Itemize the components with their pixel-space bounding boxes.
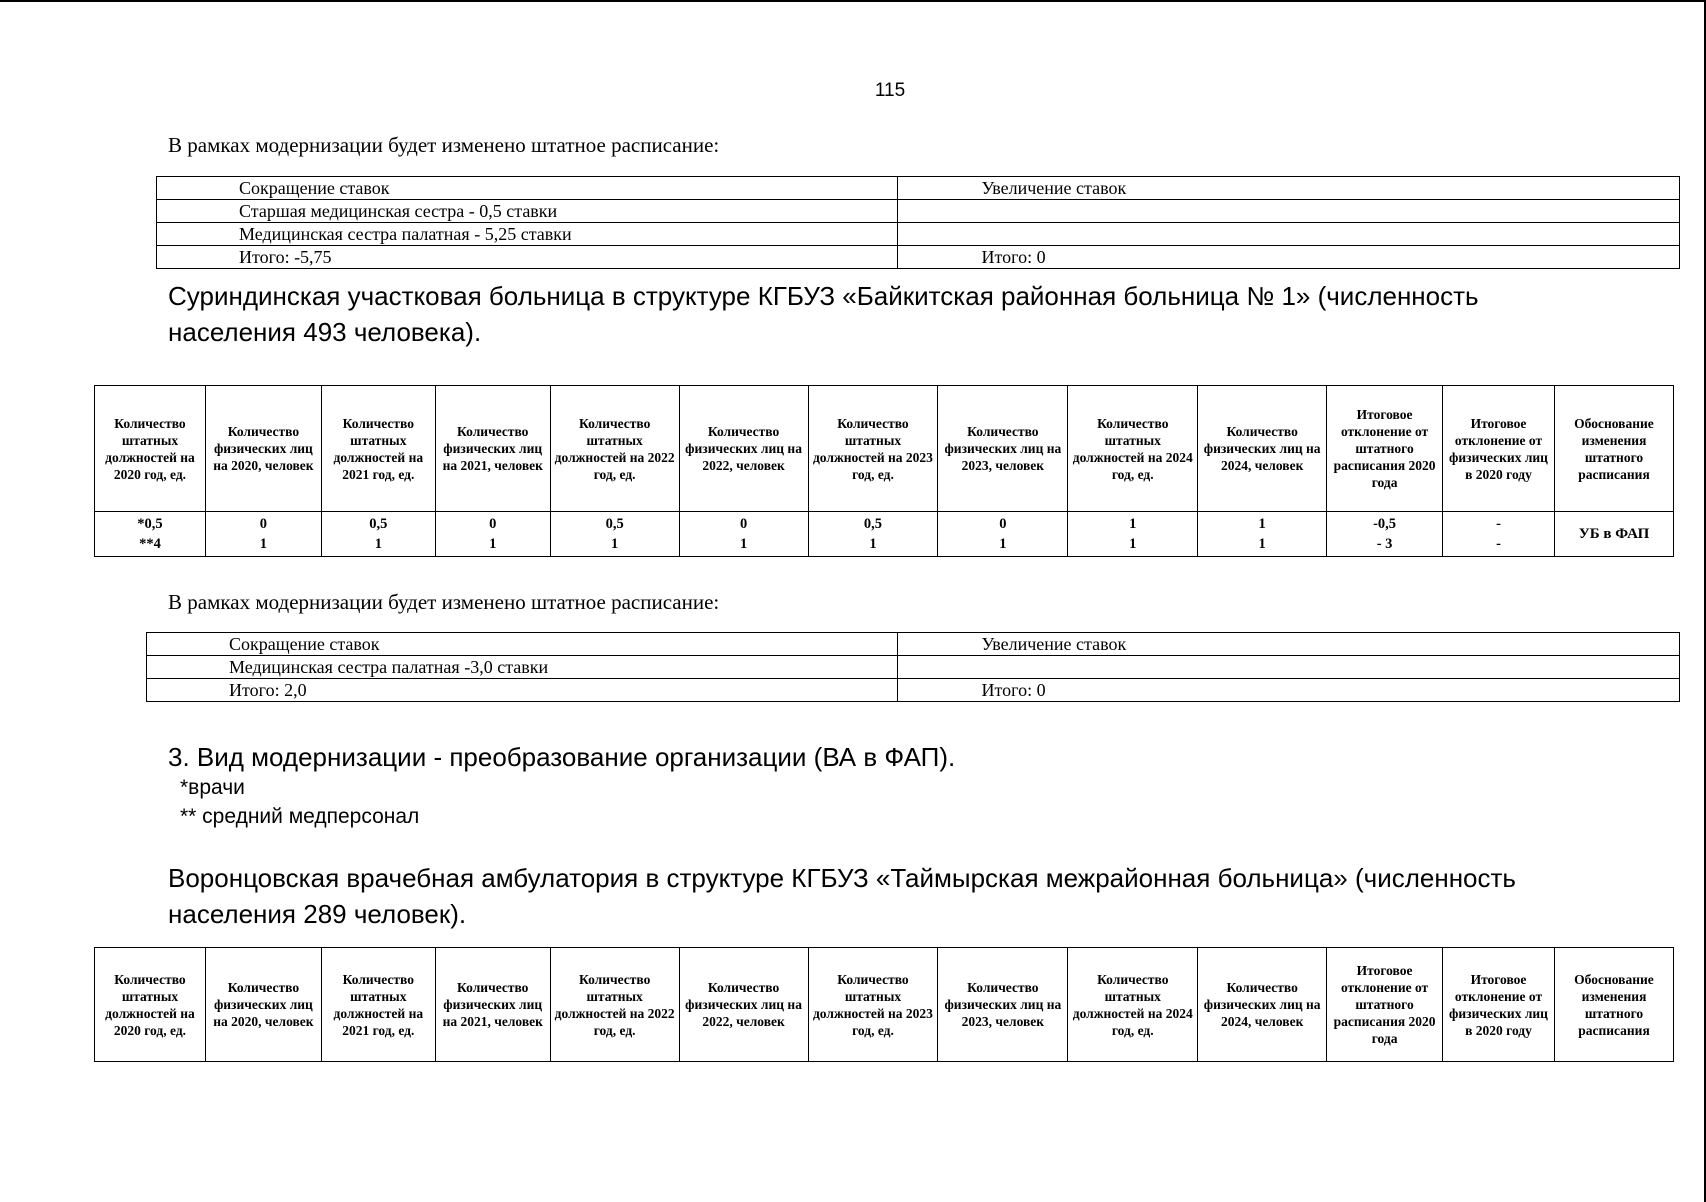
value-nurses: 1 — [611, 536, 619, 552]
table-cell — [95, 512, 206, 557]
value-doctors: - — [1496, 516, 1501, 532]
table-cell — [550, 512, 679, 557]
col-header: Количество физических лиц на 2021, человек — [435, 386, 550, 512]
value-doctors: 0 — [739, 516, 748, 532]
section-heading-1 — [168, 278, 1479, 350]
col-header: Количество физических лиц на 2022, человек — [679, 386, 808, 512]
col-header: Количество штатных должностей на 2023 год, ед. — [808, 386, 938, 512]
table-header-row — [95, 386, 1674, 512]
header-reduction: Сокращение ставок — [157, 177, 898, 200]
table-cell — [1198, 512, 1327, 557]
value-nurses: 1 — [489, 536, 497, 552]
header-increase: Увеличение ставок — [897, 633, 1679, 656]
reduction-item: Медицинская сестра палатная -3,0 ставки — [147, 656, 898, 679]
col-header: Количество физических лиц на 2020, человек — [205, 386, 321, 512]
col-header: Количество штатных должностей на 2024 год, ед. — [1068, 948, 1198, 1062]
table-cell — [679, 512, 808, 557]
staffing-change-table-1 — [156, 176, 1680, 269]
col-header: Обоснование изменения штатного расписания — [1554, 386, 1673, 512]
heading-line: Воронцовская врачебная амбулатория в структуре КГБУЗ «Таймырская межрайонная больница» (численность — [168, 863, 1516, 893]
col-header: Количество штатных должностей на 2022 год, ед. — [550, 386, 679, 512]
table-cell — [1443, 512, 1555, 557]
value-doctors: 1 — [1129, 516, 1137, 532]
section-3-title: 3. Вид модернизации - преобразование организации (ВА в ФАП). — [168, 742, 956, 772]
col-header: Количество штатных должностей на 2023 год, ед. — [808, 948, 938, 1062]
col-header: Количество физических лиц на 2022, человек — [679, 948, 808, 1062]
total-reduction: Итого: 2,0 — [147, 679, 898, 702]
value-doctors: 0,5 — [863, 516, 883, 532]
col-header: Количество физических лиц на 2023, человек — [938, 386, 1068, 512]
table-header-row — [95, 948, 1674, 1062]
table-row — [147, 656, 1680, 679]
increase-item — [897, 656, 1679, 679]
value-nurses: 1 — [869, 536, 877, 552]
col-header: Итоговое отклонение от физических лиц в 2020 году — [1443, 386, 1555, 512]
table-row — [157, 246, 1680, 269]
col-header: Количество штатных должностей на 2020 год, ед. — [95, 948, 206, 1062]
value-doctors: 0,5 — [369, 516, 388, 532]
table-row — [95, 512, 1674, 557]
value-nurses: - 3 — [1376, 536, 1393, 552]
reduction-item: Медицинская сестра палатная - 5,25 ставки — [157, 223, 898, 246]
col-header: Количество физических лиц на 2023, человек — [938, 948, 1068, 1062]
total-increase: Итого: 0 — [897, 246, 1679, 269]
col-header: Количество штатных должностей на 2024 год, ед. — [1068, 386, 1198, 512]
col-header: Количество физических лиц на 2021, человек — [435, 948, 550, 1062]
table-row — [157, 223, 1680, 246]
col-header: Количество штатных должностей на 2021 год, ед. — [321, 948, 435, 1062]
heading-line: Суриндинская участковая больница в структуре КГБУЗ «Байкитская районная больница № 1» (численность — [168, 281, 1479, 311]
col-header: Обоснование изменения штатного расписания — [1554, 948, 1673, 1062]
value-doctors: 1 — [1258, 516, 1266, 532]
table-row — [147, 679, 1680, 702]
table-cell — [1327, 512, 1443, 557]
value-doctors: 0 — [259, 516, 268, 532]
col-header: Количество физических лиц на 2024, человек — [1198, 386, 1327, 512]
staffing-intro-2: В рамках модернизации будет изменено штатное расписание: — [168, 590, 720, 614]
footnote-doctors: *врачи — [180, 776, 245, 799]
total-reduction: Итого: -5,75 — [157, 246, 898, 269]
heading-line: населения 493 человека). — [168, 317, 482, 347]
value-doctors: 0,5 — [605, 516, 624, 532]
value-doctors: 0 — [999, 516, 1007, 532]
table-cell — [435, 512, 550, 557]
value-nurses: 1 — [739, 536, 748, 552]
increase-item — [897, 200, 1679, 223]
table-cell — [938, 512, 1068, 557]
value-nurses: 1 — [1129, 536, 1137, 552]
col-header: Количество штатных должностей на 2022 год, ед. — [550, 948, 679, 1062]
value-doctors: *0,5 — [137, 516, 163, 532]
justification-cell: УБ в ФАП — [1554, 512, 1673, 557]
staffing-table-surinda — [94, 385, 1674, 557]
table-row — [147, 633, 1680, 656]
total-increase: Итого: 0 — [897, 679, 1679, 702]
col-header: Количество физических лиц на 2020, человек — [205, 948, 321, 1062]
heading-line: населения 289 человек). — [168, 899, 467, 929]
value-nurses: 1 — [999, 536, 1007, 552]
reduction-item: Старшая медицинская сестра - 0,5 ставки — [157, 200, 898, 223]
table-cell — [808, 512, 938, 557]
value-nurses: **4 — [139, 536, 161, 552]
col-header: Итоговое отклонение от физических лиц в 2020 году — [1443, 948, 1555, 1062]
section-heading-2 — [168, 860, 1516, 932]
increase-item — [897, 223, 1679, 246]
header-reduction: Сокращение ставок — [147, 633, 898, 656]
value-nurses: 1 — [1258, 536, 1266, 552]
staffing-change-table-2 — [146, 632, 1680, 702]
table-row — [157, 200, 1680, 223]
col-header: Количество штатных должностей на 2020 год, ед. — [95, 386, 206, 512]
value-nurses: 1 — [259, 536, 268, 552]
table-cell — [1068, 512, 1198, 557]
col-header: Итоговое отклонение от штатного расписания 2020 года — [1327, 386, 1443, 512]
value-nurses: 1 — [374, 536, 382, 552]
col-header: Количество физических лиц на 2024, человек — [1198, 948, 1327, 1062]
table-cell — [321, 512, 435, 557]
table-cell — [205, 512, 321, 557]
value-nurses: - — [1496, 536, 1501, 552]
col-header: Количество штатных должностей на 2021 год, ед. — [321, 386, 435, 512]
staffing-table-vorontsovo — [94, 947, 1674, 1062]
footnote-nurses: ** средний медперсонал — [180, 805, 420, 828]
page-number: 115 — [874, 80, 906, 101]
value-doctors: 0 — [489, 516, 497, 532]
value-doctors: -0,5 — [1373, 516, 1397, 532]
header-increase: Увеличение ставок — [897, 177, 1679, 200]
table-row — [157, 177, 1680, 200]
staffing-intro-1: В рамках модернизации будет изменено штатное расписание: — [168, 133, 720, 157]
col-header: Итоговое отклонение от штатного расписания 2020 года — [1327, 948, 1443, 1062]
